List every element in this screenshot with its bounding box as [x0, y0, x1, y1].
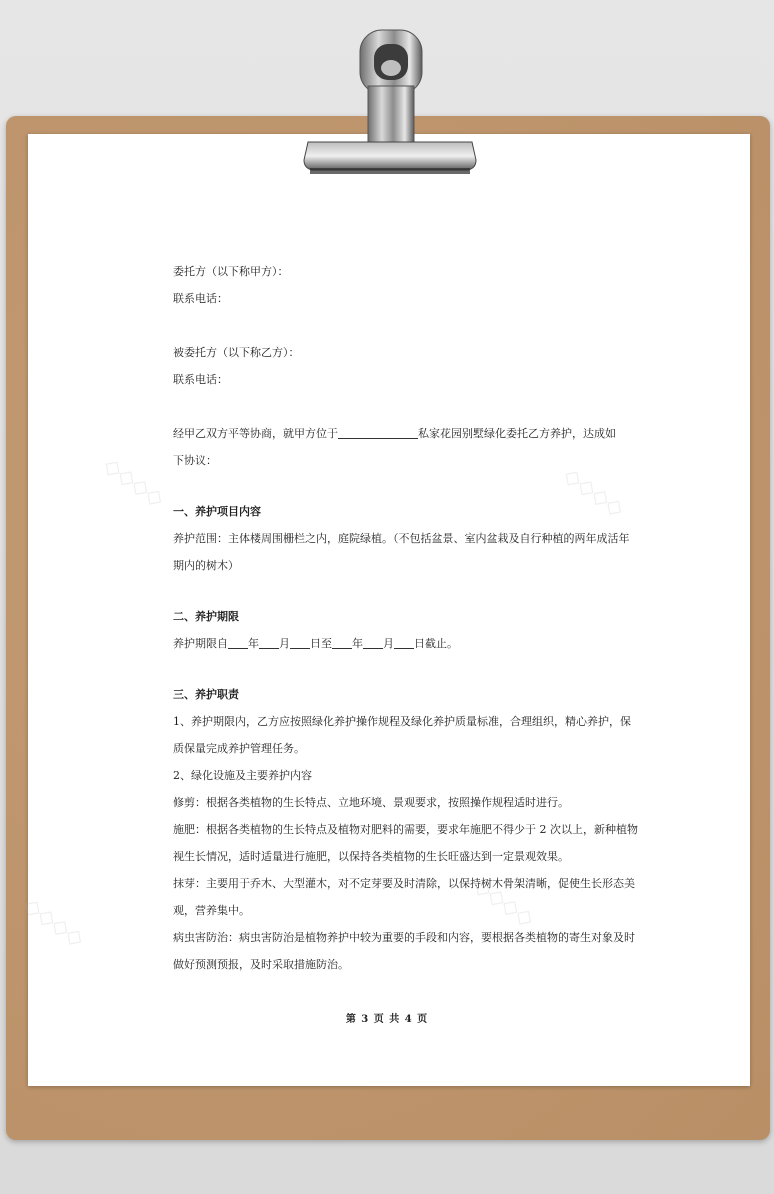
- party-b-label: 被委托方（以下称乙方）：: [173, 346, 300, 359]
- binder-clip-icon: [300, 24, 480, 180]
- intro-paragraph: [173, 420, 616, 447]
- day-blank: [394, 634, 414, 649]
- pruning-text: 修剪：根据各类植物的生长特点、立地环境、景观要求，按照操作规程适时进行。: [173, 796, 569, 809]
- duty-1-line-1: 1、养护期限内，乙方应按照绿化养护操作规程及绿化养护质量标准，合理组织，精心养护，保: [173, 715, 631, 728]
- fertilizing-line-1: 施肥：根据各类植物的生长特点及植物对肥料的需要，要求年施肥不得少于 2 次以上，新种植物: [173, 823, 638, 836]
- watermark: ◇◇◇◇: [18, 892, 89, 953]
- period-line: [173, 630, 603, 657]
- month-blank: [259, 634, 279, 649]
- section-2-title: 二、养护期限: [173, 610, 239, 623]
- intro-prefix: 经甲乙双方平等协商，就甲方位于: [173, 427, 338, 440]
- bud-removal-line-1: 抹芽：主要用于乔木、大型灌木，对不定芽要及时清除，以保持树木骨架清晰，促使生长形态美: [173, 877, 635, 890]
- party-b-phone-label: 联系电话：: [173, 373, 228, 386]
- party-a-phone-label: 联系电话：: [173, 292, 228, 305]
- location-blank: [338, 424, 418, 439]
- party-a-label: 委托方（以下称甲方）：: [173, 265, 289, 278]
- period-month-1: 月: [279, 637, 290, 650]
- period-prefix: 养护期限自: [173, 637, 228, 650]
- watermark: ◇◇◇◇: [468, 872, 539, 933]
- intro-line-2: 下协议：: [173, 454, 217, 467]
- day-blank: [290, 634, 310, 649]
- period-year-1: 年: [248, 637, 259, 650]
- intro-suffix: 私家花园别墅绿化委托乙方养护，达成如: [418, 427, 616, 440]
- watermark: ◇◇◇◇: [98, 452, 169, 513]
- bud-removal-line-2: 观，营养集中。: [173, 904, 250, 917]
- year-blank: [228, 634, 248, 649]
- period-end: 日截止。: [414, 637, 458, 650]
- watermark: ◇◇◇◇: [558, 462, 629, 523]
- period-month-2: 月: [383, 637, 394, 650]
- section-1-body-2: 期内的树木）: [173, 559, 239, 572]
- period-day-to: 日至: [310, 637, 332, 650]
- section-3-title: 三、养护职责: [173, 688, 239, 701]
- document-body: [173, 258, 638, 978]
- month-blank: [363, 634, 383, 649]
- fertilizing-line-2: 视生长情况，适时适量进行施肥，以保持各类植物的生长旺盛达到一定景观效果。: [173, 850, 569, 863]
- pest-control-line-2: 做好预测预报，及时采取措施防治。: [173, 958, 349, 971]
- period-year-2: 年: [352, 637, 363, 650]
- year-blank: [332, 634, 352, 649]
- pest-control-line-1: 病虫害防治：病虫害防治是植物养护中较为重要的手段和内容，要根据各类植物的寄生对象及时: [173, 931, 635, 944]
- duty-2: 2、绿化设施及主要养护内容: [173, 769, 312, 782]
- duty-1-line-2: 质保量完成养护管理任务。: [173, 742, 305, 755]
- page-number: 第 3 页 共 4 页: [345, 1014, 429, 1025]
- section-1-body-1: 养护范围：主体楼周围栅栏之内，庭院绿植。（不包括盆景、室内盆栽及自行种植的两年成活年: [173, 532, 630, 545]
- section-1-title: 一、养护项目内容: [173, 505, 261, 518]
